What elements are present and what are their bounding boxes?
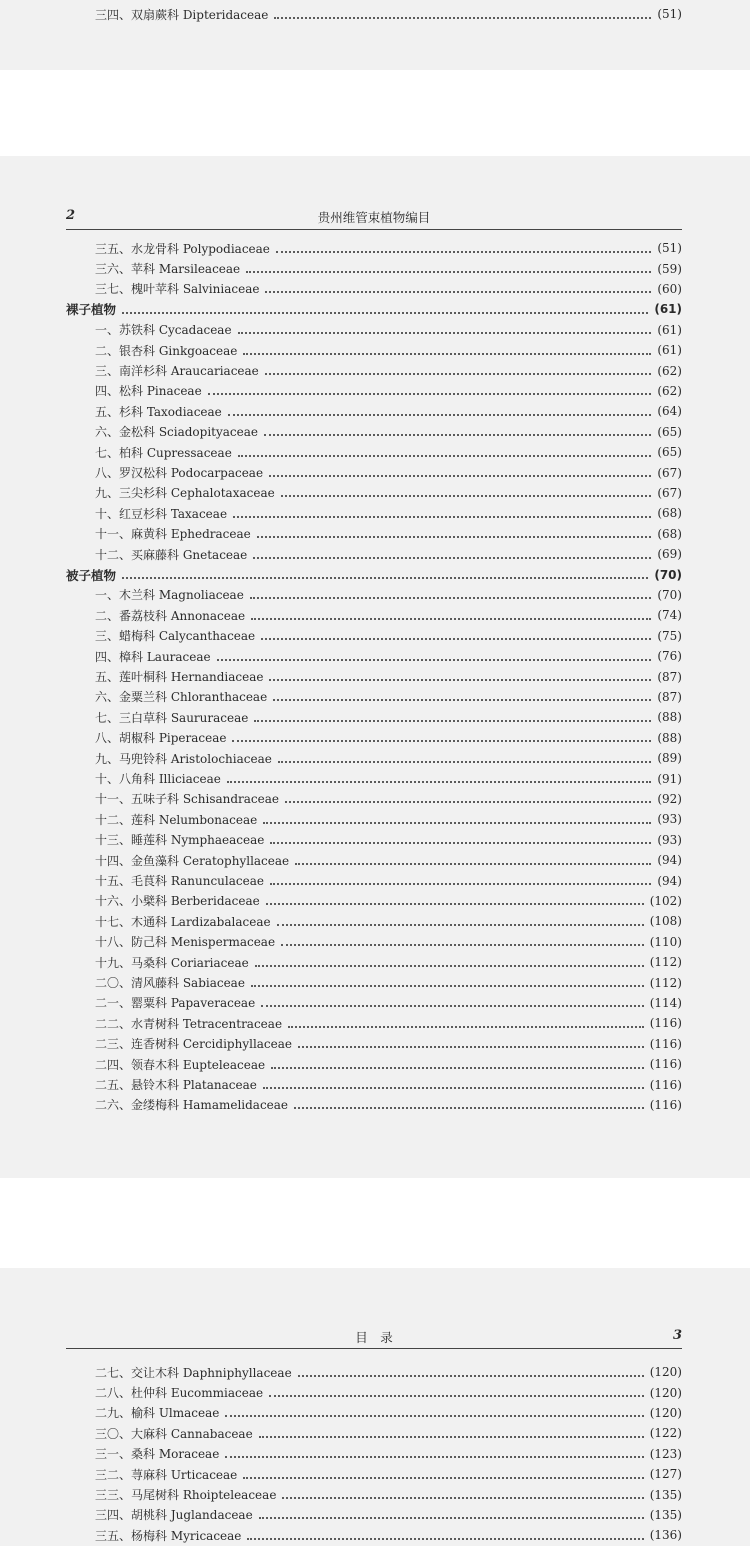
entry-title: 二九、榆科 Ulmaceae [95,1406,220,1421]
toc-entry [0,4,750,24]
entry-title: 二八、杜仲科 Eucommiaceae [95,1386,264,1401]
entry-page-number: (70) [654,567,682,582]
dot-leader [243,1476,643,1479]
entry-page-number: (68) [657,526,682,541]
dot-leader [266,902,644,905]
dot-leader [298,1374,644,1377]
dot-leader [298,1045,644,1048]
entry-page-number: (89) [657,751,682,766]
toc-entry [0,544,750,564]
entry-title: 二〇、清风藤科 Sabiaceae [95,976,245,991]
entry-title: 三三、马尾树科 Rhoipteleaceae [95,1488,277,1503]
entry-title: 三七、槐叶苹科 Salviniaceae [95,282,260,297]
toc-entry [0,748,750,768]
entry-title: 十四、金鱼藻科 Ceratophyllaceae [95,853,290,868]
entry-page-number: (68) [657,506,682,521]
entry-page-number: (102) [649,893,682,908]
entry-title: 二七、交让木科 Daphniphyllaceae [95,1365,292,1380]
dot-leader [263,821,651,824]
entry-title: 三、南洋杉科 Araucariaceae [95,364,259,379]
entry-page-number: (116) [649,1036,682,1051]
dot-leader [247,1537,643,1540]
dot-leader [255,964,644,967]
entry-title: 九、三尖杉科 Cephalotaxaceae [95,486,275,501]
entry-page-number: (135) [649,1507,682,1522]
dot-leader [269,1394,644,1397]
toc-entry [0,1505,750,1525]
dot-leader [238,331,652,334]
entry-title: 三五、水龙骨科 Polypodiaceae [95,241,270,256]
entry-page-number: (136) [649,1528,682,1543]
page-fragment-top [0,0,750,70]
toc-entry [0,1423,750,1443]
entry-title: 六、金松科 Sciadopityaceae [95,425,259,440]
toc-entry [0,952,750,972]
entry-page-number: (61) [654,302,682,317]
entry-page-number: (116) [649,1016,682,1031]
header-rule [66,229,682,230]
dot-leader [259,1435,644,1438]
toc-entry [0,1403,750,1423]
dot-leader [273,698,651,701]
dot-leader [238,454,652,457]
entry-page-number: (94) [657,873,682,888]
dot-leader [225,1414,643,1417]
toc-entry [0,258,750,278]
entry-title: 三六、苹科 Marsileaceae [95,262,241,277]
entry-page-number: (75) [657,628,682,643]
toc-entry [0,626,750,646]
toc-entry [0,1095,750,1115]
dot-leader [246,270,651,273]
entry-page-number: (120) [649,1365,682,1380]
toc-group-heading [0,299,750,319]
entry-title: 二三、连香树科 Cercidiphyllaceae [95,1037,293,1052]
toc-entry [0,687,750,707]
entry-title: 十二、买麻藤科 Gnetaceae [95,547,248,562]
dot-leader [288,1025,644,1028]
toc-entry [0,809,750,829]
toc-entry [0,462,750,482]
entry-page-number: (112) [649,955,682,970]
dot-leader [270,882,651,885]
page-2 [0,156,750,1178]
toc-entry [0,381,750,401]
entry-page-number: (64) [657,404,682,419]
toc-entry [0,524,750,544]
toc-entry [0,1074,750,1094]
entry-title: 二二、水青树科 Tetracentraceae [95,1016,283,1031]
entry-page-number: (116) [649,1077,682,1092]
toc-entry [0,768,750,788]
entry-title: 二五、悬铃木科 Platanaceae [95,1078,257,1093]
dot-leader [282,1496,643,1499]
entry-page-number: (67) [657,465,682,480]
entry-page-number: (116) [649,1057,682,1072]
entry-title: 二、银杏科 Ginkgoaceae [95,343,238,358]
toc-entry [0,666,750,686]
entry-title: 九、马兜铃科 Aristolochiaceae [95,751,272,766]
entry-title: 三一、桑科 Moraceae [95,1447,220,1462]
entry-title: 三四、双扇蕨科 Dipteridaceae [95,7,269,22]
dot-leader [261,637,651,640]
entry-page-number: (88) [657,730,682,745]
dot-leader [250,596,652,599]
entry-page-number: (120) [649,1385,682,1400]
entry-page-number: (87) [657,669,682,684]
toc-entry [0,1034,750,1054]
entry-title: 二一、罂粟科 Papaveraceae [95,996,256,1011]
toc-entry [0,320,750,340]
entry-page-number: (116) [649,1097,682,1112]
entry-title: 三四、胡桃科 Juglandaceae [95,1508,253,1523]
toc-entry [0,605,750,625]
entry-page-number: (92) [657,791,682,806]
entry-page-number: (112) [649,975,682,990]
toc-entry [0,1362,750,1382]
toc-entry [0,1464,750,1484]
entry-title: 六、金粟兰科 Chloranthaceae [95,690,268,705]
toc-entry [0,1382,750,1402]
dot-leader [269,474,651,477]
entry-page-number: (65) [657,424,682,439]
entry-page-number: (110) [649,934,682,949]
entry-page-number: (65) [657,445,682,460]
page-number: 2 [66,208,76,223]
dot-leader [269,678,651,681]
entry-title: 一、苏铁科 Cycadaceae [95,323,232,338]
entry-page-number: (108) [649,914,682,929]
dot-leader [217,658,652,661]
entry-page-number: (114) [649,995,682,1010]
entry-title: 十二、莲科 Nelumbonaceae [95,812,258,827]
entry-page-number: (61) [657,343,682,358]
toc-entry [0,891,750,911]
entry-title: 十三、睡莲科 Nymphaeaceae [95,833,265,848]
toc-entry [0,238,750,258]
entry-page-number: (69) [657,547,682,562]
toc-entry [0,911,750,931]
toc-entry [0,503,750,523]
entry-page-number: (74) [657,608,682,623]
dot-leader [277,923,644,926]
dot-leader [265,372,652,375]
dot-leader [253,556,651,559]
entry-page-number: (70) [657,587,682,602]
dot-leader [278,760,652,763]
entry-page-number: (61) [657,322,682,337]
entry-title: 三二、荨麻科 Urticaceae [95,1467,238,1482]
entry-title: 十八、防己科 Menispermaceae [95,935,276,950]
entry-page-number: (87) [657,689,682,704]
dot-leader [233,515,651,518]
entry-page-number: (91) [657,771,682,786]
entry-title: 七、柏科 Cupressaceae [95,445,232,460]
dot-leader [228,413,652,416]
dot-leader [254,719,651,722]
dot-leader [276,250,651,253]
dot-leader [261,1004,644,1007]
entry-page-number: (135) [649,1487,682,1502]
entry-title: 被子植物 [66,567,117,583]
entry-title: 十一、五味子科 Schisandraceae [95,792,280,807]
toc-entry [0,340,750,360]
dot-leader [227,780,651,783]
entry-title: 二四、领春木科 Eupteleaceae [95,1057,266,1072]
entry-title: 四、樟科 Lauraceae [95,649,211,664]
toc-entry [0,850,750,870]
toc-entry [0,483,750,503]
page-header [66,1326,682,1348]
entry-page-number: (62) [657,363,682,378]
toc-entry [0,830,750,850]
dot-leader [122,311,648,314]
dot-leader [257,535,652,538]
entry-page-number: (76) [657,649,682,664]
entry-title: 四、松科 Pinaceae [95,384,202,399]
dot-leader [281,943,644,946]
dot-leader [122,576,648,579]
entry-title: 二、番荔枝科 Annonaceae [95,608,246,623]
toc-entry [0,646,750,666]
entry-title: 十九、马桑科 Coriariaceae [95,955,249,970]
toc-entry [0,360,750,380]
entry-title: 八、罗汉松科 Podocarpaceae [95,466,264,481]
dot-leader [251,984,644,987]
entry-page-number: (120) [649,1405,682,1420]
entry-page-number: (67) [657,485,682,500]
toc-entry [0,279,750,299]
dot-leader [294,1106,644,1109]
header-rule [66,1348,682,1349]
dot-leader [243,352,651,355]
entry-page-number: (60) [657,281,682,296]
entry-page-number: (88) [657,710,682,725]
toc-entry [0,707,750,727]
dot-leader [225,1455,643,1458]
entry-title: 八、胡椒科 Piperaceae [95,731,227,746]
dot-leader [281,494,652,497]
toc-entry [0,422,750,442]
running-title: 贵州维管束植物编目 [317,210,431,225]
entry-title: 裸子植物 [66,302,117,318]
entry-title: 十五、毛茛科 Ranunculaceae [95,874,264,889]
entry-title: 三、蜡梅科 Calycanthaceae [95,629,256,644]
toc-entry [0,1054,750,1074]
dot-leader [285,800,651,803]
toc-entry [0,932,750,952]
entry-title: 三〇、大麻科 Cannabaceae [95,1426,253,1441]
dot-leader [208,392,652,395]
entry-title: 十、红豆杉科 Taxaceae [95,506,228,521]
toc-group-heading [0,564,750,584]
entry-title: 五、杉科 Taxodiaceae [95,404,222,419]
toc-entry [0,1525,750,1545]
dot-leader [259,1516,644,1519]
entry-title: 二六、金缕梅科 Hamamelidaceae [95,1098,289,1113]
entry-title: 七、三白草科 Saururaceae [95,710,249,725]
running-title: 目 录 [355,1330,393,1345]
dot-leader [251,617,651,620]
toc-entry [0,585,750,605]
toc-entry [0,993,750,1013]
entry-page-number: (93) [657,812,682,827]
dot-leader [232,739,651,742]
entry-page-number: (122) [649,1426,682,1441]
entry-title: 十、八角科 Illiciaceae [95,772,221,787]
toc-entry [0,401,750,421]
entry-page-number: (59) [657,261,682,276]
entry-page-number: (62) [657,383,682,398]
dot-leader [263,1086,644,1089]
entry-page-number: (93) [657,832,682,847]
page-3 [0,1268,750,1546]
toc-entry [0,1444,750,1464]
entry-title: 五、莲叶桐科 Hernandiaceae [95,670,264,685]
entry-page-number: (127) [649,1467,682,1482]
toc-entry [0,728,750,748]
dot-leader [295,862,651,865]
toc-entry [0,442,750,462]
page-header [66,206,682,228]
entry-page-number: (123) [649,1446,682,1461]
dot-leader [270,841,651,844]
entry-page-number: (51) [657,241,682,256]
page-number: 3 [672,1328,682,1343]
dot-leader [265,290,651,293]
toc-entry [0,870,750,890]
entry-page-number: (51) [657,7,682,22]
entry-title: 三五、杨梅科 Myricaceae [95,1528,242,1543]
entry-title: 一、木兰科 Magnoliaceae [95,588,244,603]
entry-page-number: (94) [657,853,682,868]
toc-entry [0,1484,750,1504]
toc-entry [0,789,750,809]
entry-title: 十一、麻黄科 Ephedraceae [95,527,251,542]
dot-leader [264,433,651,436]
dot-leader [274,16,651,19]
entry-title: 十六、小檗科 Berberidaceae [95,894,260,909]
entry-title: 十七、木通科 Lardizabalaceae [95,914,271,929]
dot-leader [271,1066,644,1069]
toc-entry [0,1013,750,1033]
toc-entry [0,972,750,992]
